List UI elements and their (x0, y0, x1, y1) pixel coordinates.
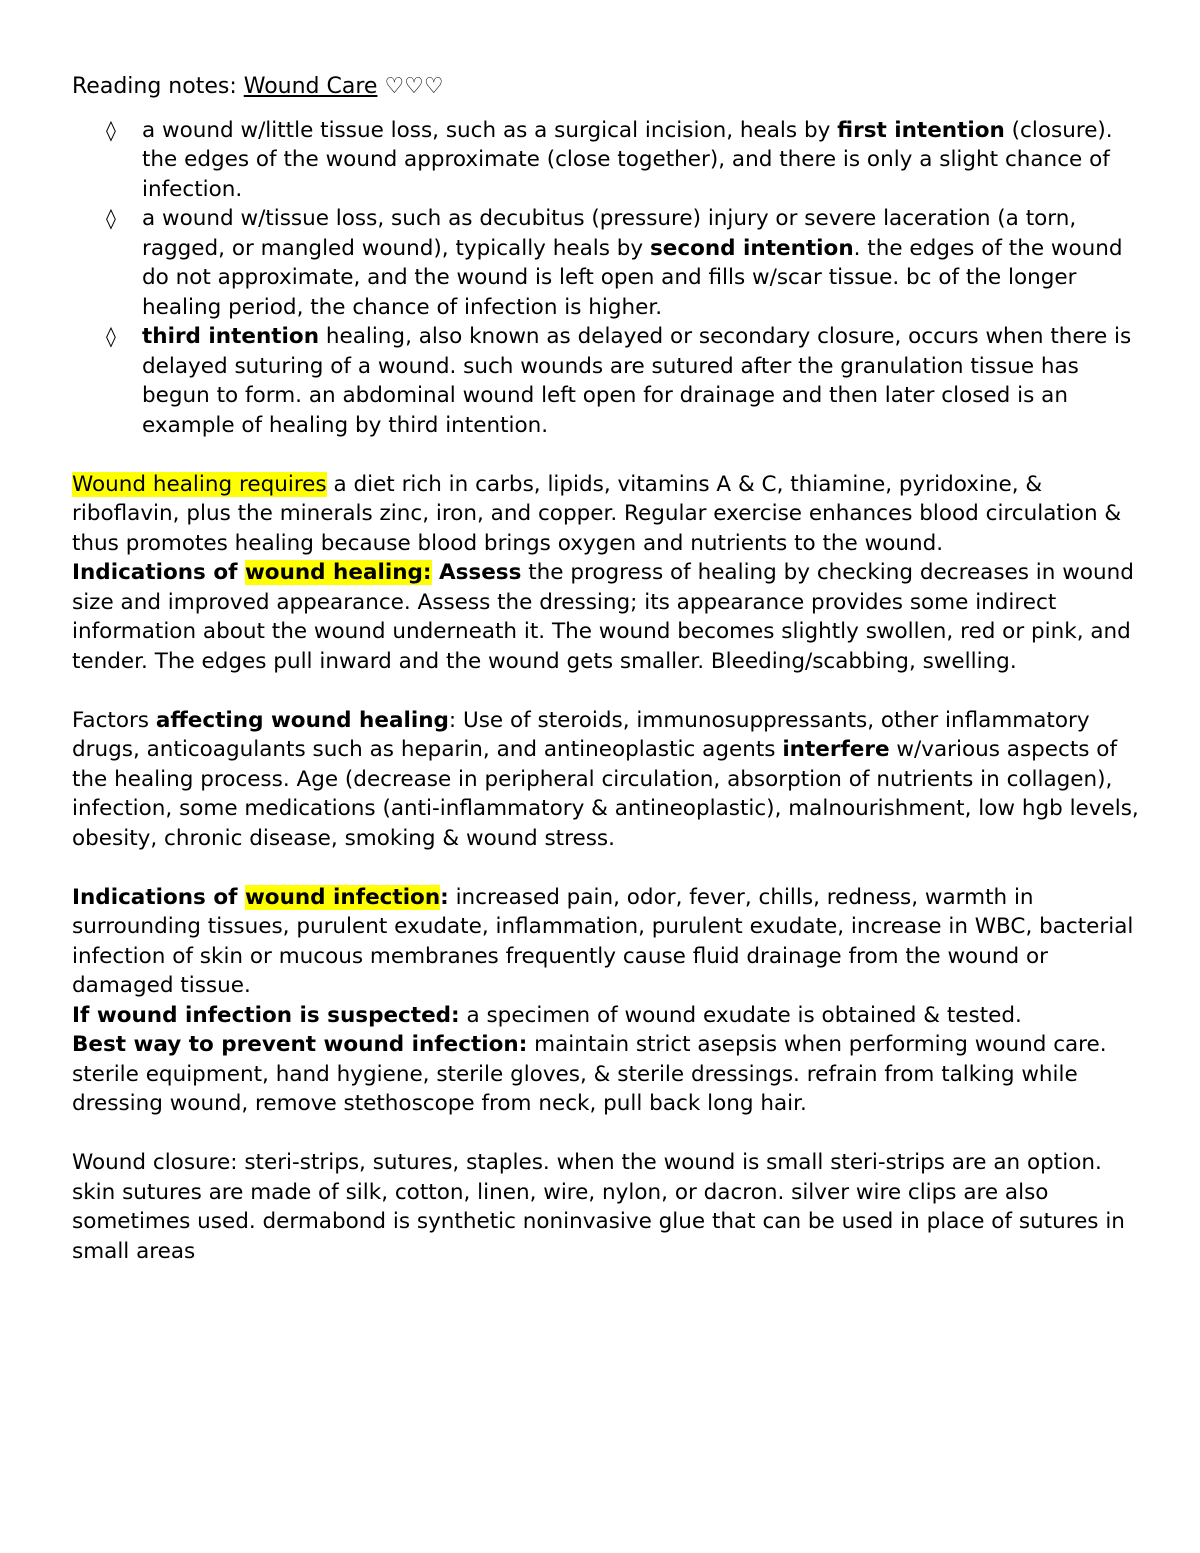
heart-icons: ♡♡♡ (377, 74, 444, 99)
spacer (72, 440, 1140, 470)
paragraph-suspected: If wound infection is suspected: a specimen of wound exudate is obtained & tested. (72, 1002, 1022, 1028)
highlight-healing-requires: Wound healing requires (72, 471, 327, 497)
term-second-intention: second intention (649, 235, 854, 261)
list-item-second-intention: ◊ a wound w/tissue loss, such as decubitus (pressure) injury or severe laceration (a torn, ragged, or mangled wound), typically heals by second intention. the edges of the wound do not approximate, and the wound is left open and fills w/scar tissue. bc of the longer healing period, the chance of infection is higher. (106, 206, 1123, 320)
paragraph-indications-healing: Indications of wound healing: Assess the progress of healing by checking decreases in wound size and improved appearance. Assess the dressing; its appearance provides some indirect information about the wound underneath it. The wound becomes slightly swollen, red or pink, and tender. The edges pull inward and the wound gets smaller. Bleeding/scabbing, swelling. (72, 560, 1134, 674)
highlight-wound-infection: wound infection (244, 884, 441, 910)
document-title (72, 72, 1140, 102)
diamond-bullet-icon: ◊ (106, 117, 116, 142)
list-item-first-intention: ◊ a wound w/little tissue loss, such as a surgical incision, heals by first intention (closure). the edges of the wound approximate (close together), and there is only a slight chance of infection. (106, 117, 1113, 202)
title-prefix: Reading notes: (72, 74, 244, 99)
term-first-intention: first intention (837, 117, 1005, 143)
diamond-bullet-icon: ◊ (106, 324, 116, 348)
paragraph-prevent: Best way to prevent wound infection: maintain strict asepsis when performing wound care. sterile equipment, hand hygiene, sterile gloves, & sterile dressings. refrain from talking while dressing wound, remove stethoscope from neck, pull back long hair. (72, 1032, 1107, 1116)
spacer (72, 1119, 1140, 1149)
paragraph-healing-requires: Wound healing requires a diet rich in carbs, lipids, vitamins A & C, thiamine, pyridoxine, & riboflavin, plus the minerals zinc, iron, and copper. Regular exercise enhances blood circulation & thus promotes healing because blood brings oxygen and nutrients to the wound. (72, 471, 1122, 556)
paragraph-closure: Wound closure: steri-strips, sutures, staples. when the wound is small steri-strips are an option. skin sutures are made of silk, cotton, linen, wire, nylon, or dacron. silver wire clips are also sometimes used. dermabond is synthetic noninvasive glue that can be used in place of sutures in small areas (72, 1150, 1125, 1264)
highlight-wound-healing: wound healing: (244, 560, 432, 585)
spacer (72, 853, 1140, 883)
paragraph-indications-infection: Indications of wound infection: increased pain, odor, fever, chills, redness, warmth in surrounding tissues, purulent exudate, inflammation, purulent exudate, increase in WBC, bacterial infection of skin or mucous membranes frequently cause fluid drainage from the wound or damaged tissue. (72, 884, 1134, 998)
title-subject: Wound Care (243, 74, 378, 99)
spacer (72, 676, 1140, 706)
intention-list (72, 116, 1140, 441)
term-third-intention: third intention (142, 324, 319, 349)
paragraph-factors: Factors affecting wound healing: Use of steroids, immunosuppressants, other inflammatory drugs, anticoagulants such as heparin, and antineoplastic agents interfere w/various aspects of the healing process. Age (decrease in peripheral circulation, absorption of nutrients in collagen), infection, some medications (anti-inflammatory & antineoplastic), malnourishment, low hgb levels, obesity, chronic disease, smoking & wound stress. (72, 707, 1139, 851)
list-item-third-intention: ◊ third intention healing, also known as delayed or secondary closure, occurs when there is delayed suturing of a wound. such wounds are sutured after the granulation tissue has begun to form. an abdominal wound left open for drainage and then later closed is an example of healing by third intention. (106, 324, 1132, 438)
diamond-bullet-icon: ◊ (106, 206, 116, 230)
